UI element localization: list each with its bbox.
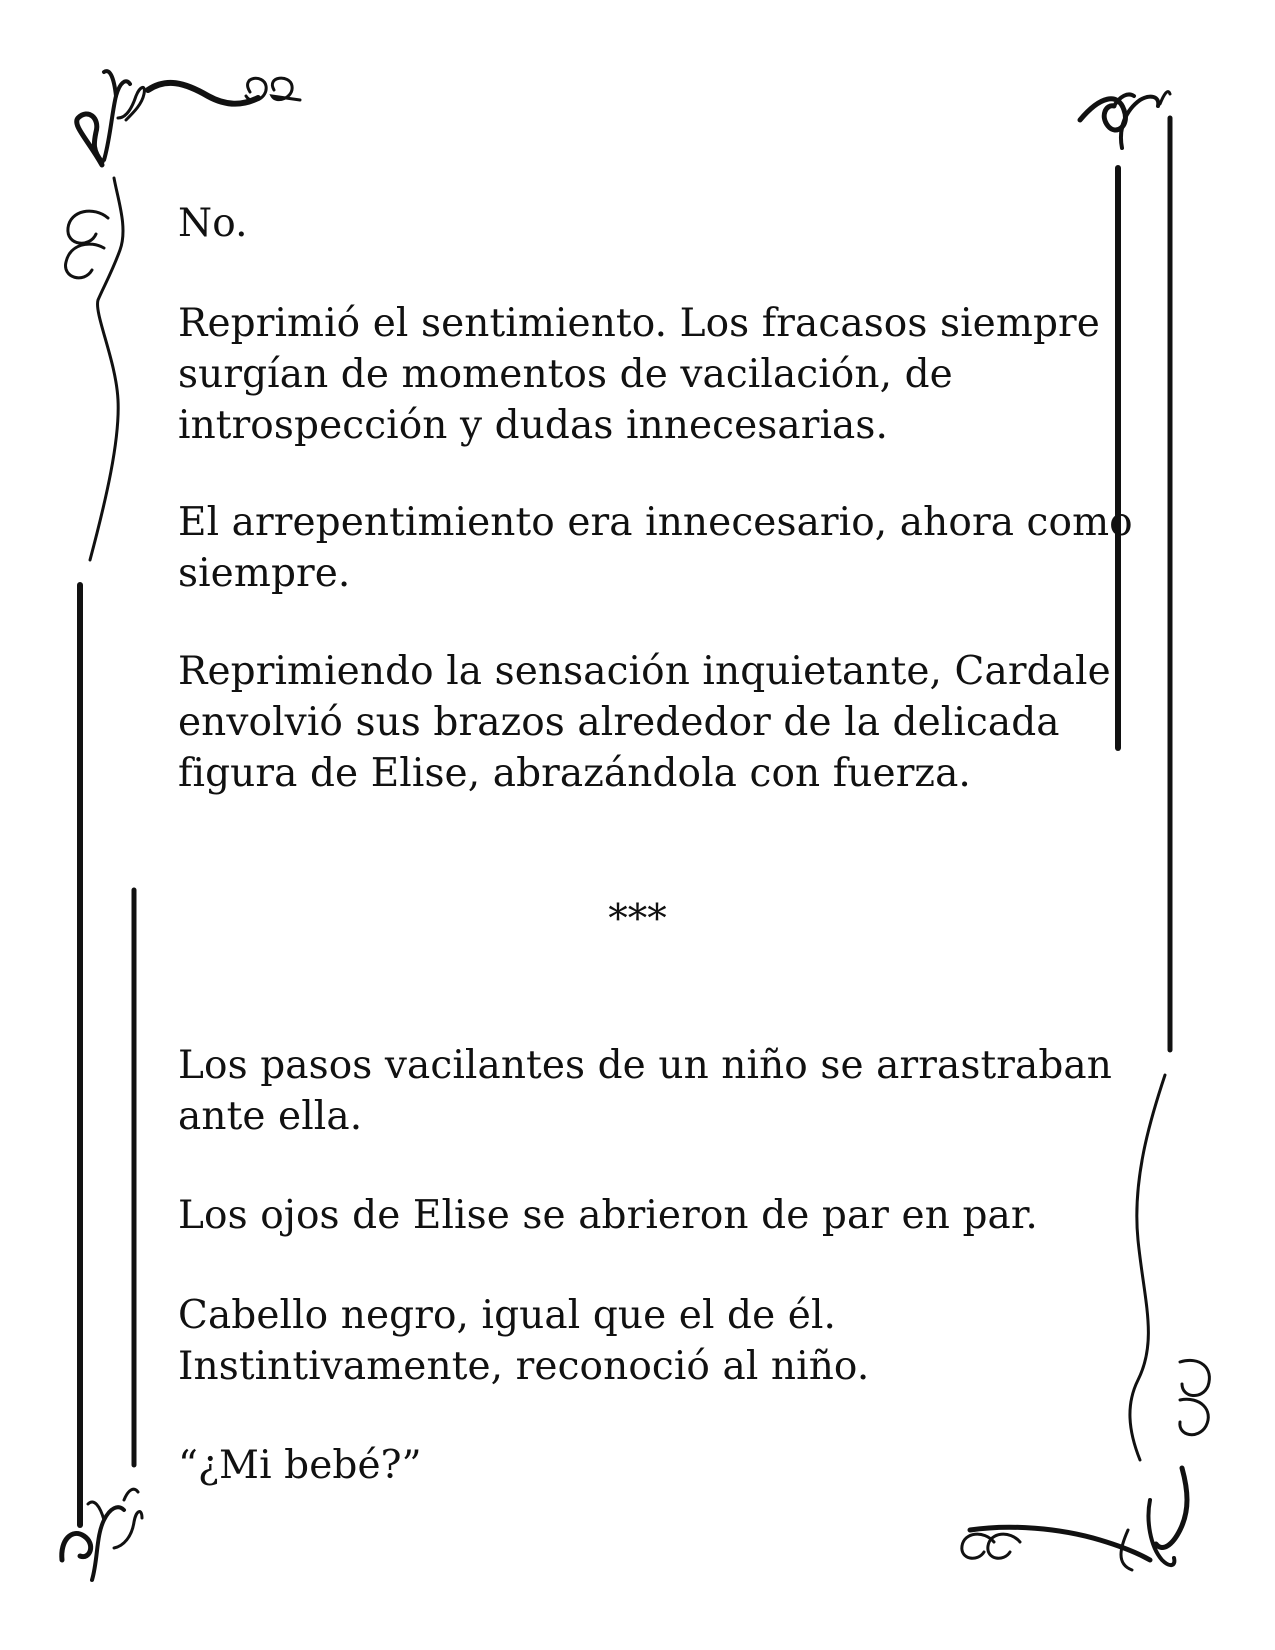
paragraph-reprimio bbox=[178, 298, 1100, 451]
paragraph-text: Cabello negro, igual que el de él. Instintivamente, reconoció al niño. bbox=[178, 1293, 870, 1389]
scene-break: *** bbox=[608, 897, 667, 942]
paragraph-pasos bbox=[178, 1040, 1112, 1142]
flourish-ornament-bottom-left-icon bbox=[62, 1489, 142, 1580]
paragraph-arrepentimiento bbox=[178, 497, 1133, 599]
paragraph-ojos: Los ojos de Elise se abrieron de par en par. bbox=[178, 1193, 1038, 1238]
flourish-ornament-bottom-right-icon bbox=[962, 1075, 1210, 1570]
paragraph-text: Reprimió el sentimiento. Los fracasos siempre surgían de momentos de vacilación, de introspección y dudas innecesarias. bbox=[178, 301, 1100, 448]
paragraph-mi-bebe: “¿Mi bebé?” bbox=[178, 1443, 422, 1488]
paragraph-text: Los pasos vacilantes de un niño se arrastraban ante ella. bbox=[178, 1043, 1112, 1139]
paragraph-text: Reprimiendo la sensación inquietante, Cardale envolvió sus brazos alrededor de la delicada figura de Elise, abrazándola con fuerza. bbox=[178, 649, 1111, 796]
paragraph-text: El arrepentimiento era innecesario, ahora como siempre. bbox=[178, 500, 1133, 596]
paragraph-cabello bbox=[178, 1290, 869, 1392]
paragraph-no: No. bbox=[178, 201, 248, 246]
paragraph-reprimiendo bbox=[178, 646, 1111, 799]
